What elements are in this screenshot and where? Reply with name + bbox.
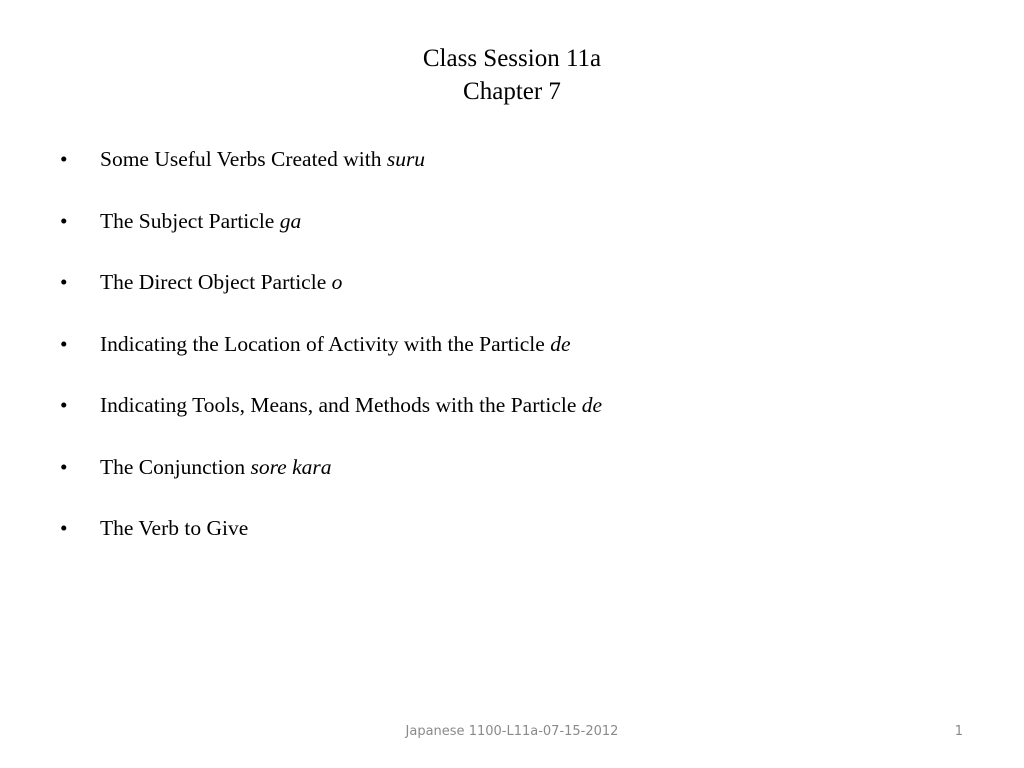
- bullet-italic-term: o: [331, 270, 343, 294]
- bullet-plain-text: Indicating the Location of Activity with the Particle: [100, 331, 551, 356]
- bullet-italic-term: de: [581, 393, 603, 417]
- bullet-plain-text: Some Useful Verbs Created with: [100, 147, 387, 171]
- title-line-chapter: Chapter 7: [463, 78, 561, 105]
- bullet-item: [0, 143, 1024, 205]
- bullet-text: [100, 389, 602, 422]
- bullet-italic-term: suru: [386, 147, 426, 171]
- bullet-plain-text: The Subject Particle: [100, 208, 280, 233]
- bullet-list: [0, 143, 1024, 574]
- bullet-item: [0, 451, 1024, 513]
- bullet-italic-term: ga: [279, 208, 302, 233]
- bullet-italic-term: de: [550, 331, 571, 356]
- bullet-plain-text: The Verb to Give: [100, 516, 249, 540]
- bullet-item: [0, 389, 1024, 451]
- bullet-italic-term: sore kara: [250, 454, 332, 479]
- bullet-marker: •: [60, 147, 68, 171]
- bullet-marker: •: [60, 454, 68, 479]
- bullet-plain-text: Indicating Tools, Means, and Methods with the Particle: [100, 393, 582, 417]
- bullet-item: [0, 328, 1024, 390]
- slide-title: [0, 42, 1024, 108]
- bullet-item: [0, 512, 1024, 574]
- bullet-marker: •: [60, 393, 68, 417]
- bullet-text: [100, 266, 342, 299]
- bullet-item: [0, 205, 1024, 267]
- bullet-text: [100, 143, 425, 176]
- bullet-marker: •: [60, 270, 68, 294]
- bullet-text: [100, 451, 332, 484]
- bullet-text: [100, 512, 248, 545]
- bullet-plain-text: The Direct Object Particle: [100, 270, 332, 294]
- footer-text: Japanese 1100-L11a-07-15-2012: [405, 724, 619, 739]
- bullet-plain-text: The Conjunction: [100, 454, 251, 479]
- slide-number: 1: [954, 724, 963, 739]
- bullet-marker: •: [60, 208, 68, 233]
- bullet-marker: •: [60, 516, 68, 540]
- title-line-session: Class Session 11a: [422, 45, 602, 72]
- bullet-item: [0, 266, 1024, 328]
- bullet-text: [100, 205, 301, 238]
- bullet-text: [100, 328, 571, 361]
- bullet-marker: •: [60, 331, 68, 356]
